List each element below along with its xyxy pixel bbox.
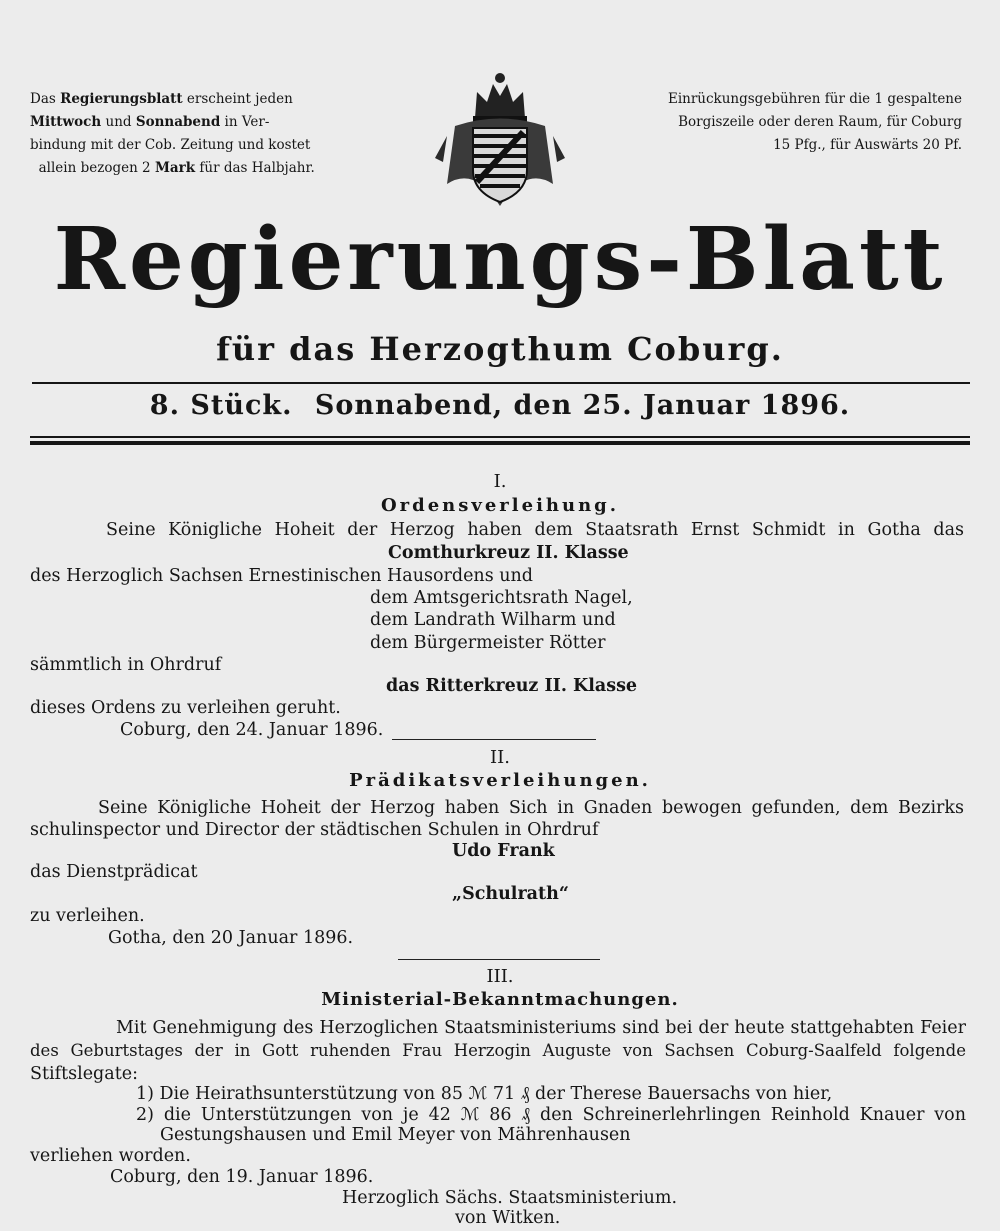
signing-authority: Herzoglich Sächs. Staatsministerium. <box>342 1188 678 1208</box>
section-line: 1) Die Heirathsunterstützung von 85 ℳ 71 ₰ der Therese Bauersachs von hier, <box>136 1084 833 1104</box>
section-line: Gotha, den 20 Januar 1896. <box>108 928 354 948</box>
section-numeral: II. <box>490 747 510 768</box>
top-rule <box>32 382 970 384</box>
section-line: dem Amtsgerichtsrath Nagel, <box>370 588 633 608</box>
section-line: verliehen worden. <box>30 1146 191 1166</box>
notice-line: bindung mit der Cob. Zeitung und kostet <box>30 137 311 153</box>
section-line: 2) die Unterstützungen von je 42 ℳ 86 ₰ den Schreinerlehrlingen Reinhold Knauer von <box>136 1105 966 1125</box>
masthead-title: Regierungs-Blatt <box>53 209 947 310</box>
section-line: Udo Frank <box>452 841 555 861</box>
notice-line: allein bezogen 2 Mark für das Halbjahr. <box>38 160 315 176</box>
section-line: dem Landrath Wilharm und <box>370 610 616 630</box>
section-title: Prädikatsverleihungen. <box>349 770 651 791</box>
issue-date: Sonnabend, den 25. Januar 1896. <box>314 390 851 421</box>
section-line: des Geburtstages der in Gott ruhenden Frau Herzogin Auguste von Sachsen Coburg-Saalfeld folgende <box>30 1041 966 1060</box>
signatory: von Witken. <box>455 1208 561 1228</box>
section-line: Gestungshausen und Emil Meyer von Mährenhausen <box>160 1125 631 1145</box>
double-rule-top <box>30 436 970 438</box>
masthead-subtitle: für das Herzogthum Coburg. <box>216 330 784 368</box>
section-separator <box>392 739 596 740</box>
section-line: „Schulrath“ <box>452 884 569 904</box>
section-line: Coburg, den 24. Januar 1896. <box>120 720 384 740</box>
section-line: sämmtlich in Ohrdruf <box>30 655 222 675</box>
section-numeral: I. <box>493 471 507 492</box>
rates-line: 15 Pfg., für Auswärts 20 Pf. <box>773 137 962 153</box>
rates-line: Einrückungsgebühren für die 1 gespaltene <box>667 91 962 107</box>
section-separator <box>398 959 600 960</box>
section-line: des Herzoglich Sachsen Ernestinischen Hausordens und <box>30 566 533 586</box>
ducal-crown-coat-of-arms-icon <box>425 66 575 216</box>
section-line: dem Bürgermeister Rötter <box>370 633 606 653</box>
section-line: Seine Königliche Hoheit der Herzog haben Sich in Gnaden bewogen gefunden, dem Bezirks <box>98 798 964 818</box>
advertising-rates <box>612 88 962 157</box>
rates-line: Borgiszeile oder deren Raum, für Coburg <box>678 114 962 130</box>
notice-line: Mittwoch und Sonnabend in Ver- <box>30 114 270 130</box>
section-line: Stiftslegate: <box>30 1064 138 1084</box>
double-rule-bottom <box>30 441 970 445</box>
section-line: schulinspector und Director der städtischen Schulen in Ohrdruf <box>30 820 599 840</box>
section-numeral: III. <box>486 966 514 987</box>
issue-line <box>0 390 1000 421</box>
section-line: das Dienstprädicat <box>30 862 198 882</box>
section-line: dieses Ordens zu verleihen geruht. <box>30 698 341 718</box>
section-title: Ministerial-Bekanntmachungen. <box>321 989 679 1010</box>
issue-number: 8. Stück. <box>149 390 293 421</box>
section-line: zu verleihen. <box>30 906 145 926</box>
section-line: Mit Genehmigung des Herzoglichen Staatsministeriums sind bei der heute stattgehabten Feier <box>116 1018 966 1038</box>
section-line: Comthurkreuz II. Klasse <box>388 543 629 563</box>
subscription-notice <box>30 88 390 180</box>
section-title: Ordensverleihung. <box>380 495 620 516</box>
section-line: Coburg, den 19. Januar 1896. <box>110 1167 374 1187</box>
section-line: Seine Königliche Hoheit der Herzog haben dem Staatsrath Ernst Schmidt in Gotha das <box>106 520 964 540</box>
section-line: das Ritterkreuz II. Klasse <box>386 676 638 696</box>
notice-line: Das Regierungsblatt erscheint jeden <box>30 91 293 107</box>
